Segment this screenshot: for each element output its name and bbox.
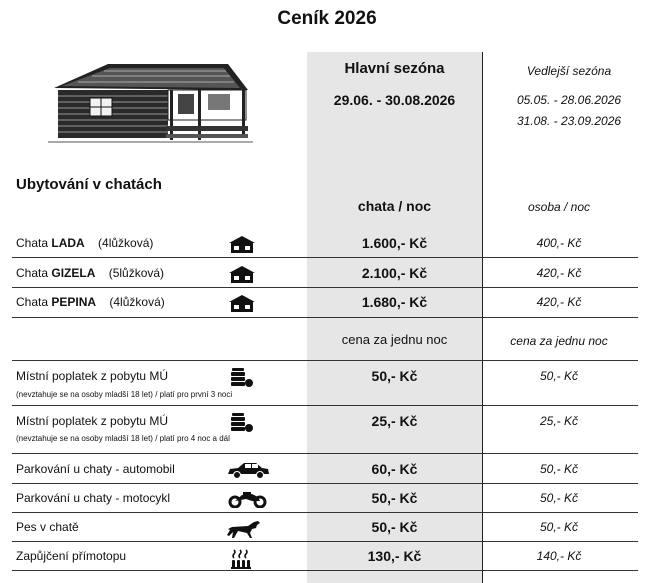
fee-note: (nevztahuje se na osoby mladší 18 let) / platí pro 4 noc a dál [16,434,230,443]
house-icon [227,265,257,283]
col-head-main: chata / noc [357,198,432,214]
price-main: 130,- Kč [367,548,422,564]
motorcycle-icon [226,490,270,508]
heater-icon [227,548,257,566]
page-title: Ceník 2026 [277,8,377,29]
side-season-dates-2: 31.08. - 23.09.2026 [516,114,622,128]
main-season-dates: 29.06. - 30.08.2026 [333,92,456,108]
cabin-row-pepina [0,292,654,314]
price-main: 60,- Kč [371,461,418,477]
car-icon [226,461,270,479]
price-side: 25,- Kč [539,414,578,428]
price-main: 1.680,- Kč [361,294,428,310]
fee-row-parking-motorcycle [0,488,654,510]
price-main: 2.100,- Kč [361,265,428,281]
price-main: 50,- Kč [371,490,418,506]
log-cabin-icon [48,56,253,146]
main-season-name: Hlavní sezóna [344,60,445,77]
fee-label: Zapůjčení přímotopu [16,549,127,563]
col-head-fee-side: cena za jednu noc [510,334,608,348]
price-main: 25,- Kč [371,413,418,429]
price-side: 50,- Kč [539,491,578,505]
row-divider [12,405,638,406]
price-side: 420,- Kč [536,266,582,280]
cabin-row-gizela [0,263,654,285]
price-side: 50,- Kč [539,462,578,476]
fee-note: (nevztahuje se na osoby mladší 18 let) / platí pro první 3 noci [16,390,233,399]
coins-icon [227,368,257,386]
fee-row-heater [0,546,654,568]
row-divider [12,570,638,571]
price-side: 140,- Kč [536,549,582,563]
price-side: 50,- Kč [539,520,578,534]
side-season-name: Vedlejší sezóna [526,64,612,78]
fee-label: Parkování u chaty - motocykl [16,491,171,505]
price-side: 420,- Kč [536,295,582,309]
coins-icon [227,413,257,431]
row-divider [12,360,638,361]
side-season-dates-1: 05.05. - 28.06.2026 [516,93,622,107]
fee-row-tax-first-nights [0,366,654,388]
row-divider [12,317,638,318]
price-main: 50,- Kč [371,519,418,535]
row-divider [12,257,638,258]
fee-row-dog [0,517,654,539]
fee-row-tax-later-nights [0,411,654,433]
section-title: Ubytování v chatách [16,176,162,193]
cabin-label: Chata LADA (4lůžková) [16,236,154,250]
price-main: 50,- Kč [371,368,418,384]
cabin-row-lada [0,233,654,255]
house-icon [227,235,257,253]
row-divider [12,287,638,288]
row-divider [12,483,638,484]
col-head-side: osoba / noc [527,200,591,214]
dog-icon [224,519,264,537]
fee-label: Místní poplatek z pobytu MÚ [16,369,169,383]
row-divider [12,541,638,542]
fee-label: Pes v chatě [16,520,79,534]
house-icon [227,294,257,312]
cabin-label: Chata GIZELA (5lůžková) [16,266,165,280]
col-head-fee-main: cena za jednu noc [341,332,448,347]
fee-label: Parkování u chaty - automobil [16,462,175,476]
price-side: 50,- Kč [539,369,578,383]
fee-label: Místní poplatek z pobytu MÚ [16,414,169,428]
row-divider [12,453,638,454]
cabin-label: Chata PEPINA (4lůžková) [16,295,165,309]
price-main: 1.600,- Kč [361,235,428,251]
fee-row-parking-car [0,459,654,481]
row-divider [12,512,638,513]
price-side: 400,- Kč [536,236,582,250]
